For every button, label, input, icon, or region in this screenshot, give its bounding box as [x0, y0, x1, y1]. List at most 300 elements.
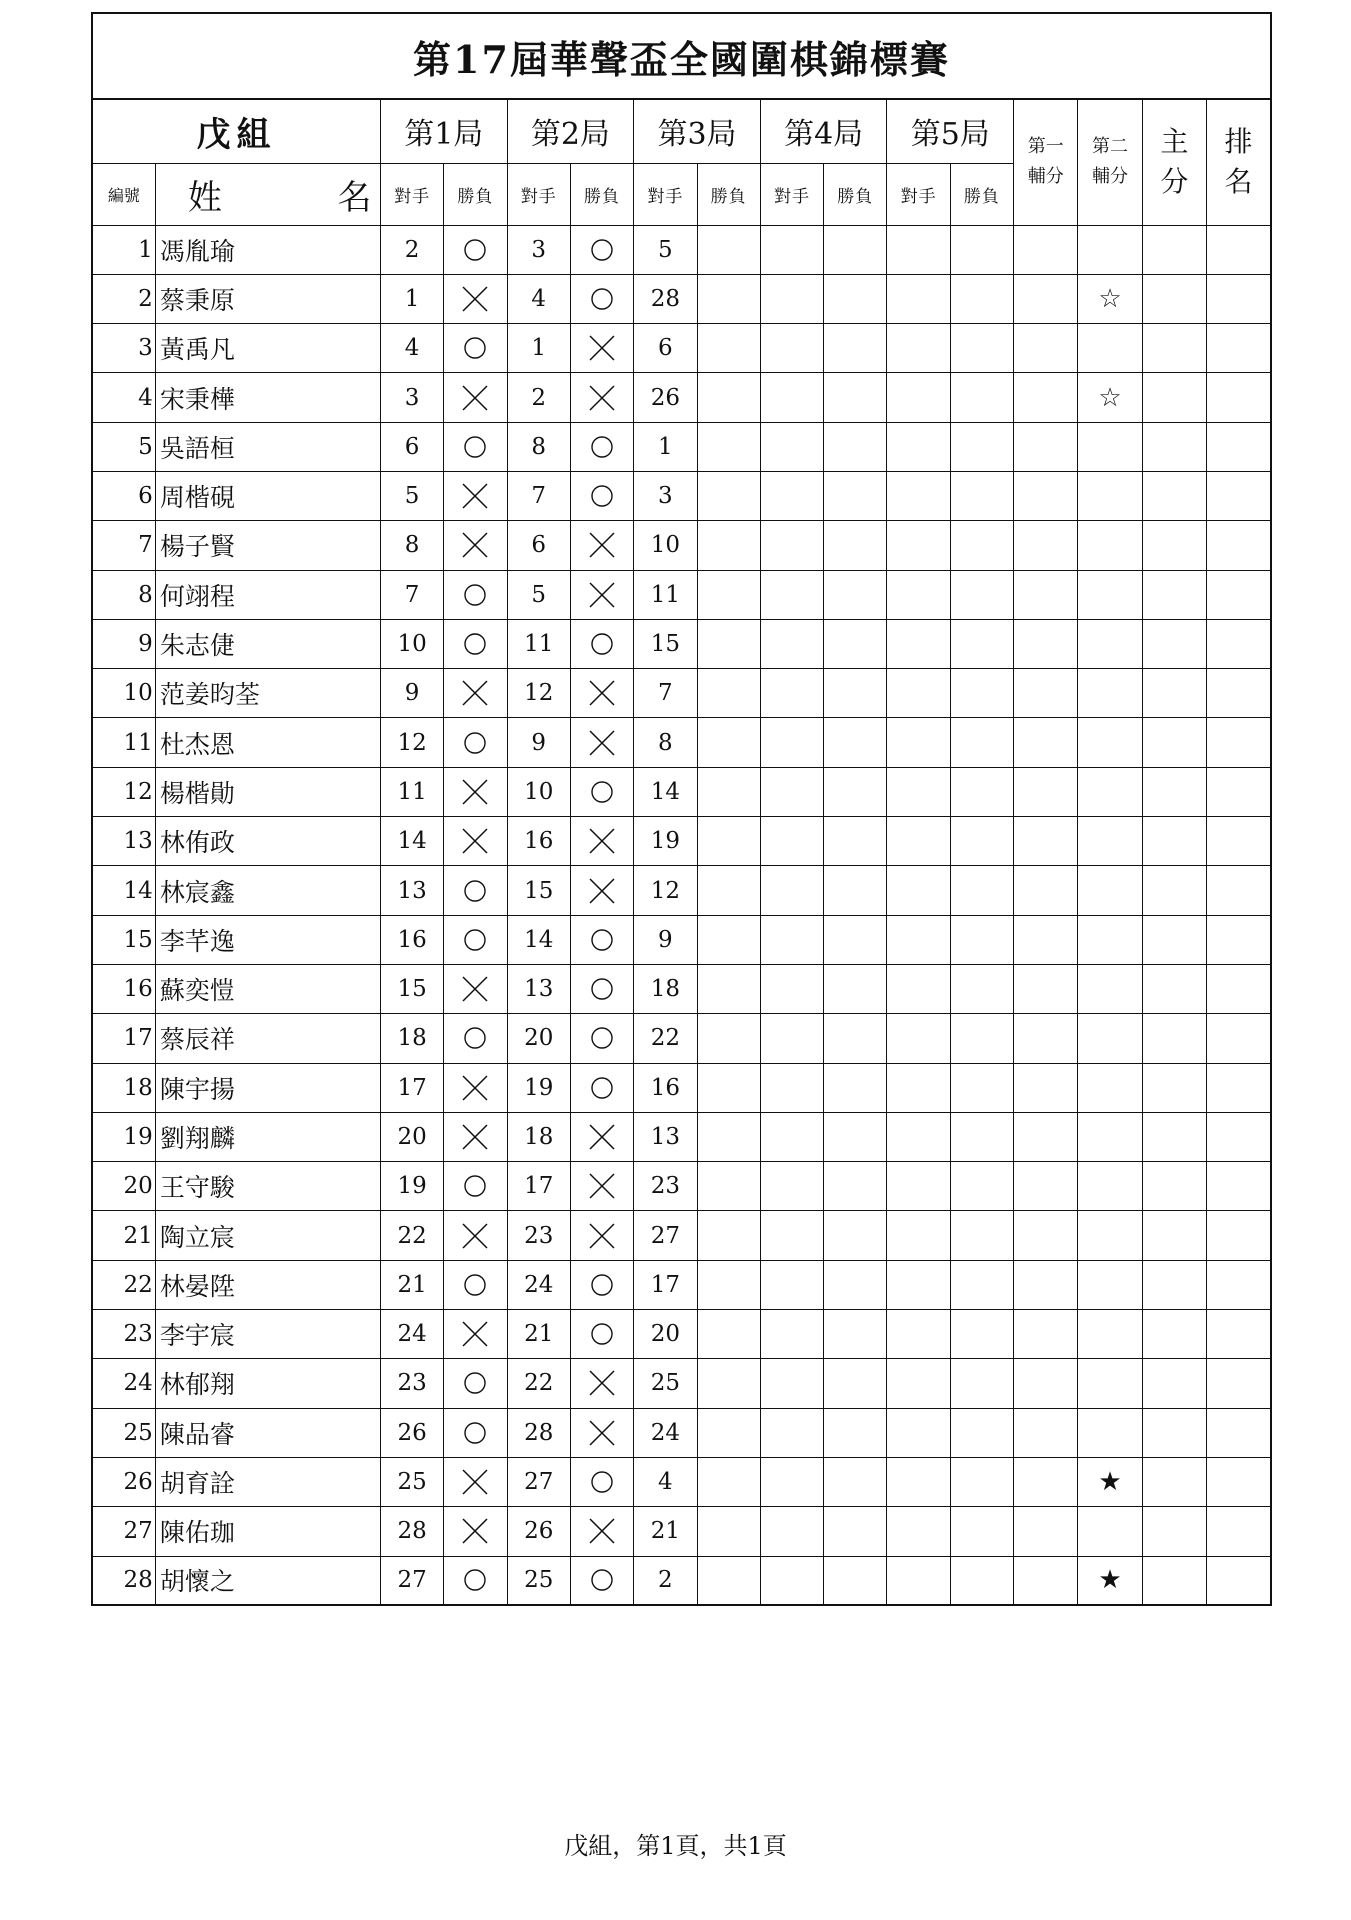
round-3-opponent: 16	[634, 1063, 697, 1112]
round-5-opponent	[887, 619, 950, 668]
tiebreak-1-line-2: 輔分	[1027, 166, 1064, 188]
loss-cross-icon	[460, 481, 490, 511]
round-4-opponent	[760, 1260, 823, 1309]
round-5-result	[950, 1408, 1013, 1457]
round-2-opponent: 24	[507, 1260, 570, 1309]
round-3-result	[697, 1211, 760, 1260]
win-circle-icon	[589, 631, 615, 657]
round-1-result	[444, 718, 507, 767]
round-5-result	[950, 1211, 1013, 1260]
round-1-opponent: 2	[380, 225, 443, 274]
player-name: 蔡秉原	[155, 274, 380, 323]
main-score-cell	[1142, 521, 1206, 570]
round-3-opponent: 28	[634, 274, 697, 323]
win-circle-icon	[462, 237, 488, 263]
tiebreak-2-line-1: 第二	[1092, 136, 1129, 158]
tiebreak-2-cell	[1078, 866, 1142, 915]
round-3-opponent: 19	[634, 817, 697, 866]
round-5-result	[950, 1507, 1013, 1556]
player-name: 朱志倢	[155, 619, 380, 668]
table-row	[92, 1408, 1271, 1457]
player-name: 林郁翔	[155, 1359, 380, 1408]
tiebreak-2-cell	[1078, 718, 1142, 767]
round-2-opponent: 4	[507, 274, 570, 323]
round-4-opponent	[760, 1507, 823, 1556]
round-5-opponent	[887, 1457, 950, 1506]
round-1-opponent: 18	[380, 1014, 443, 1063]
name-header	[155, 163, 380, 225]
tiebreak-2-cell	[1078, 1063, 1142, 1112]
round-5-result	[950, 915, 1013, 964]
player-number: 1	[92, 225, 155, 274]
round-1-opponent: 19	[380, 1162, 443, 1211]
round-3-opponent: 20	[634, 1310, 697, 1359]
round-5-result	[950, 570, 1013, 619]
round-5-opponent	[887, 274, 950, 323]
round-5-opponent	[887, 471, 950, 520]
tiebreak-2-cell	[1078, 619, 1142, 668]
player-name: 蘇奕愷	[155, 964, 380, 1013]
table-row	[92, 1260, 1271, 1309]
round-5-opponent	[887, 964, 950, 1013]
r1-result-header: 勝負	[444, 163, 507, 225]
round-1-result	[444, 964, 507, 1013]
tiebreak-2-cell	[1078, 1408, 1142, 1457]
tiebreak-2-cell	[1078, 1359, 1142, 1408]
win-circle-icon	[462, 631, 488, 657]
player-number: 19	[92, 1112, 155, 1161]
round-3-result	[697, 767, 760, 816]
round-1-result	[444, 1014, 507, 1063]
round-4-result	[824, 225, 887, 274]
player-name: 李芊逸	[155, 915, 380, 964]
round-1-result	[444, 817, 507, 866]
win-circle-icon	[462, 730, 488, 756]
loss-cross-icon	[460, 1073, 490, 1103]
round-2-result	[570, 619, 633, 668]
main-score-cell	[1142, 1359, 1206, 1408]
main-score-cell	[1142, 1457, 1206, 1506]
round-1-opponent: 10	[380, 619, 443, 668]
round-1-result	[444, 471, 507, 520]
tiebreak-1-cell	[1014, 1310, 1078, 1359]
round-1-opponent: 11	[380, 767, 443, 816]
r5-opponent-header: 對手	[887, 163, 950, 225]
round-4-result	[824, 1556, 887, 1605]
round-3-opponent: 7	[634, 669, 697, 718]
player-number: 7	[92, 521, 155, 570]
main-score-cell	[1142, 225, 1206, 274]
round-4-opponent	[760, 866, 823, 915]
player-name: 楊子賢	[155, 521, 380, 570]
table-body	[92, 99, 1271, 1605]
tiebreak-1-cell	[1014, 767, 1078, 816]
round-1-opponent: 20	[380, 1112, 443, 1161]
round-5-opponent	[887, 373, 950, 422]
round-1-opponent: 5	[380, 471, 443, 520]
round-4-result	[824, 1162, 887, 1211]
round-4-result	[824, 964, 887, 1013]
round-2-result	[570, 1112, 633, 1161]
rank-cell	[1207, 718, 1271, 767]
round-4-result	[824, 1310, 887, 1359]
round-4-opponent	[760, 373, 823, 422]
rank-cell	[1207, 1162, 1271, 1211]
player-name: 胡懷之	[155, 1556, 380, 1605]
tiebreak-2-cell	[1078, 521, 1142, 570]
tiebreak-1-cell	[1014, 1260, 1078, 1309]
table-row	[92, 866, 1271, 915]
round-2-result	[570, 274, 633, 323]
round-4-result	[824, 324, 887, 373]
round-3-opponent: 18	[634, 964, 697, 1013]
round-4-opponent	[760, 570, 823, 619]
round-2-result	[570, 1359, 633, 1408]
table-row	[92, 1507, 1271, 1556]
round-4-opponent	[760, 767, 823, 816]
round-1-opponent: 16	[380, 915, 443, 964]
rank-cell	[1207, 1556, 1271, 1605]
main-score-line-1: 主	[1160, 125, 1189, 159]
round-4-opponent	[760, 619, 823, 668]
round-5-result	[950, 422, 1013, 471]
main-score-cell	[1142, 471, 1206, 520]
round-2-result	[570, 1556, 633, 1605]
round-2-result	[570, 324, 633, 373]
tiebreak-2-cell	[1078, 1162, 1142, 1211]
win-circle-icon	[589, 237, 615, 263]
round-5-opponent	[887, 1162, 950, 1211]
round-5-result	[950, 619, 1013, 668]
player-name: 林晏陞	[155, 1260, 380, 1309]
main-score-cell	[1142, 718, 1206, 767]
tiebreak-1-line-1: 第一	[1027, 136, 1064, 158]
tiebreak-1-cell	[1014, 718, 1078, 767]
round-1-opponent: 8	[380, 521, 443, 570]
round-1-result	[444, 1260, 507, 1309]
win-circle-icon	[589, 779, 615, 805]
table-row	[92, 471, 1271, 520]
round-2-result	[570, 1457, 633, 1506]
round-5-result	[950, 817, 1013, 866]
round-4-opponent	[760, 422, 823, 471]
round-3-result	[697, 1112, 760, 1161]
round-3-result	[697, 1408, 760, 1457]
player-number: 26	[92, 1457, 155, 1506]
round-4-result	[824, 1014, 887, 1063]
r5-result-header: 勝負	[950, 163, 1013, 225]
round-2-result	[570, 1310, 633, 1359]
round-5-opponent	[887, 915, 950, 964]
round-3-result	[697, 1063, 760, 1112]
round-2-opponent: 1	[507, 324, 570, 373]
round-3-opponent: 25	[634, 1359, 697, 1408]
tiebreak-2-cell	[1078, 471, 1142, 520]
round-4-result	[824, 669, 887, 718]
main-score-cell	[1142, 324, 1206, 373]
tiebreak-2-cell	[1078, 669, 1142, 718]
main-score-cell	[1142, 1408, 1206, 1457]
rank-cell	[1207, 274, 1271, 323]
win-circle-icon	[589, 1567, 615, 1593]
round-4-result	[824, 1359, 887, 1408]
player-number: 21	[92, 1211, 155, 1260]
round-5-result	[950, 1162, 1013, 1211]
tiebreak-2-header	[1078, 99, 1142, 225]
win-circle-icon	[462, 1272, 488, 1298]
round-3-result	[697, 1359, 760, 1408]
loss-cross-icon	[460, 1467, 490, 1497]
round-4-result	[824, 570, 887, 619]
r2-opponent-header: 對手	[507, 163, 570, 225]
round-4-opponent	[760, 718, 823, 767]
player-name: 陶立宸	[155, 1211, 380, 1260]
main-score-cell	[1142, 866, 1206, 915]
rank-cell	[1207, 1507, 1271, 1556]
main-score-cell	[1142, 669, 1206, 718]
win-circle-icon	[462, 1173, 488, 1199]
tiebreak-2-cell	[1078, 324, 1142, 373]
round-5-result	[950, 1359, 1013, 1408]
round-5-result	[950, 866, 1013, 915]
round-2-result	[570, 1507, 633, 1556]
player-number: 18	[92, 1063, 155, 1112]
table-row	[92, 1211, 1271, 1260]
rank-cell	[1207, 1260, 1271, 1309]
table-row	[92, 817, 1271, 866]
r4-opponent-header: 對手	[760, 163, 823, 225]
rank-cell	[1207, 915, 1271, 964]
name-header-char-2: 名	[337, 177, 372, 218]
round-4-result	[824, 767, 887, 816]
round-5-opponent	[887, 1556, 950, 1605]
main-score-cell	[1142, 1063, 1206, 1112]
round-4-result	[824, 1457, 887, 1506]
player-number: 11	[92, 718, 155, 767]
rank-cell	[1207, 619, 1271, 668]
round-4-opponent	[760, 274, 823, 323]
round-4-opponent	[760, 521, 823, 570]
round-3-opponent: 8	[634, 718, 697, 767]
round-2-opponent: 26	[507, 1507, 570, 1556]
tiebreak-1-cell	[1014, 1211, 1078, 1260]
round-1-opponent: 23	[380, 1359, 443, 1408]
win-circle-icon	[462, 1370, 488, 1396]
round-2-result	[570, 373, 633, 422]
round-1-header: 第1局	[380, 99, 507, 163]
loss-cross-icon	[587, 1418, 617, 1448]
round-3-result	[697, 619, 760, 668]
round-2-opponent: 22	[507, 1359, 570, 1408]
win-circle-icon	[589, 286, 615, 312]
round-2-result	[570, 1063, 633, 1112]
round-3-opponent: 15	[634, 619, 697, 668]
rank-cell	[1207, 964, 1271, 1013]
round-5-result	[950, 1457, 1013, 1506]
r3-result-header: 勝負	[697, 163, 760, 225]
round-3-opponent: 1	[634, 422, 697, 471]
round-3-result	[697, 225, 760, 274]
loss-cross-icon	[460, 1516, 490, 1546]
player-name: 陳品睿	[155, 1408, 380, 1457]
round-3-result	[697, 866, 760, 915]
tiebreak-1-cell	[1014, 1359, 1078, 1408]
round-2-opponent: 9	[507, 718, 570, 767]
loss-cross-icon	[587, 826, 617, 856]
tiebreak-2-cell: ☆	[1078, 373, 1142, 422]
tiebreak-1-cell	[1014, 1408, 1078, 1457]
round-2-opponent: 11	[507, 619, 570, 668]
round-5-opponent	[887, 1408, 950, 1457]
player-number: 22	[92, 1260, 155, 1309]
rank-cell	[1207, 1310, 1271, 1359]
player-name: 馮胤瑜	[155, 225, 380, 274]
round-1-opponent: 4	[380, 324, 443, 373]
round-2-header: 第2局	[507, 99, 634, 163]
round-3-result	[697, 373, 760, 422]
round-4-opponent	[760, 1556, 823, 1605]
round-3-opponent: 5	[634, 225, 697, 274]
player-name: 陳佑珈	[155, 1507, 380, 1556]
loss-cross-icon	[587, 1122, 617, 1152]
round-4-result	[824, 817, 887, 866]
round-5-header: 第5局	[887, 99, 1014, 163]
round-1-result	[444, 1359, 507, 1408]
number-header: 編號	[92, 163, 155, 225]
round-2-opponent: 27	[507, 1457, 570, 1506]
round-4-opponent	[760, 1063, 823, 1112]
results-sheet	[91, 12, 1272, 1606]
tiebreak-1-cell	[1014, 1014, 1078, 1063]
round-4-result	[824, 373, 887, 422]
round-3-result	[697, 1507, 760, 1556]
tiebreak-2-cell	[1078, 422, 1142, 471]
tiebreak-2-cell	[1078, 915, 1142, 964]
round-3-opponent: 9	[634, 915, 697, 964]
round-1-result	[444, 324, 507, 373]
table-row	[92, 1014, 1271, 1063]
tiebreak-2-cell	[1078, 767, 1142, 816]
player-number: 23	[92, 1310, 155, 1359]
round-1-opponent: 12	[380, 718, 443, 767]
win-circle-icon	[589, 483, 615, 509]
loss-cross-icon	[460, 826, 490, 856]
table-row	[92, 669, 1271, 718]
loss-cross-icon	[460, 974, 490, 1004]
round-1-opponent: 9	[380, 669, 443, 718]
round-5-result	[950, 767, 1013, 816]
tiebreak-1-cell	[1014, 274, 1078, 323]
round-3-opponent: 11	[634, 570, 697, 619]
round-1-result	[444, 422, 507, 471]
round-1-result	[444, 570, 507, 619]
round-2-opponent: 6	[507, 521, 570, 570]
round-1-result	[444, 915, 507, 964]
main-score-cell	[1142, 1014, 1206, 1063]
round-3-opponent: 4	[634, 1457, 697, 1506]
tiebreak-1-cell	[1014, 324, 1078, 373]
round-1-opponent: 6	[380, 422, 443, 471]
round-1-result	[444, 1310, 507, 1359]
round-4-result	[824, 1211, 887, 1260]
player-number: 14	[92, 866, 155, 915]
round-3-result	[697, 422, 760, 471]
round-2-opponent: 8	[507, 422, 570, 471]
round-4-result	[824, 915, 887, 964]
round-1-opponent: 14	[380, 817, 443, 866]
player-name: 宋秉樺	[155, 373, 380, 422]
round-5-result	[950, 324, 1013, 373]
win-circle-icon	[589, 976, 615, 1002]
main-score-cell	[1142, 817, 1206, 866]
player-number: 27	[92, 1507, 155, 1556]
tiebreak-1-cell	[1014, 1457, 1078, 1506]
table-row	[92, 964, 1271, 1013]
round-3-opponent: 21	[634, 1507, 697, 1556]
round-5-opponent	[887, 1211, 950, 1260]
loss-cross-icon	[587, 580, 617, 610]
rank-cell	[1207, 471, 1271, 520]
main-score-header	[1142, 99, 1206, 225]
round-1-result	[444, 373, 507, 422]
win-circle-icon	[589, 1469, 615, 1495]
main-score-cell	[1142, 915, 1206, 964]
table-row	[92, 570, 1271, 619]
main-score-cell	[1142, 1310, 1206, 1359]
main-score-cell	[1142, 1507, 1206, 1556]
round-2-result	[570, 521, 633, 570]
round-4-result	[824, 1063, 887, 1112]
player-number: 2	[92, 274, 155, 323]
round-3-opponent: 13	[634, 1112, 697, 1161]
round-4-opponent	[760, 1408, 823, 1457]
round-5-opponent	[887, 225, 950, 274]
round-1-result	[444, 1556, 507, 1605]
round-1-result	[444, 1162, 507, 1211]
round-5-result	[950, 1260, 1013, 1309]
tiebreak-1-cell	[1014, 225, 1078, 274]
player-number: 24	[92, 1359, 155, 1408]
table-row	[92, 619, 1271, 668]
main-score-cell	[1142, 964, 1206, 1013]
tiebreak-2-cell	[1078, 1112, 1142, 1161]
name-header-char-1: 姓	[187, 177, 222, 218]
player-number: 3	[92, 324, 155, 373]
round-4-result	[824, 619, 887, 668]
round-3-result	[697, 471, 760, 520]
table-row	[92, 225, 1271, 274]
round-2-result	[570, 471, 633, 520]
round-3-opponent: 26	[634, 373, 697, 422]
round-2-result	[570, 669, 633, 718]
tiebreak-1-cell	[1014, 570, 1078, 619]
tiebreak-2-cell	[1078, 225, 1142, 274]
rank-cell	[1207, 1014, 1271, 1063]
tiebreak-1-cell	[1014, 619, 1078, 668]
round-4-opponent	[760, 324, 823, 373]
round-5-opponent	[887, 570, 950, 619]
player-number: 28	[92, 1556, 155, 1605]
main-score-cell	[1142, 1211, 1206, 1260]
tiebreak-2-cell	[1078, 817, 1142, 866]
round-4-opponent	[760, 1112, 823, 1161]
round-4-opponent	[760, 1310, 823, 1359]
round-5-opponent	[887, 1112, 950, 1161]
round-2-result	[570, 718, 633, 767]
tiebreak-2-cell	[1078, 1260, 1142, 1309]
player-number: 8	[92, 570, 155, 619]
round-5-opponent	[887, 718, 950, 767]
